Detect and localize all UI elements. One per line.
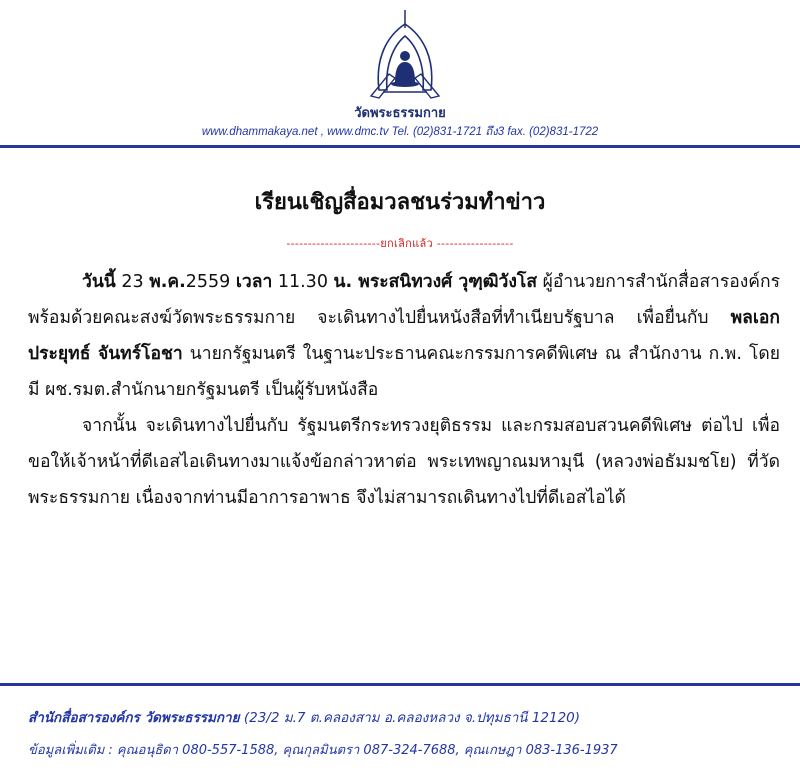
page-title: เรียนเชิญสื่อมวลชนร่วมทำข่าว — [254, 190, 546, 215]
text-span: นายกรัฐมนตรี ในฐานะประธานคณะกรรมการคดีพิเศษ ณ สำนักงาน ก.พ. โดยมี ผช.รมต.สำนักนายกรัฐมนตรี เป็นผู้รับหนังสือ — [28, 344, 780, 400]
announcement-body — [28, 264, 780, 516]
text-span: 23 — [115, 272, 150, 292]
contact-info: www.dhammakaya.net , www.dmc.tv Tel. (02)831-1721 ถึง3 fax. (02)831-1722 — [201, 126, 599, 138]
prime-minister-name: พลเอก ประยุทธ์ จันทร์โอชา — [28, 308, 780, 364]
footer-office — [28, 706, 788, 728]
text-span: 11.30 — [272, 272, 334, 292]
date-label: วันนี้ — [82, 272, 116, 292]
paragraph-2: จากนั้น จะเดินทางไปยื่นกับ รัฐมนตรีกระทรวงยุติธรรม และกรมสอบสวนคดีพิเศษ ต่อไป เพื่อขอให้เจ้าหน้าที่ดีเอสไอเดินทางมาแจ้งข้อกล่าวหาต่อ พระเทพญาณมหามุนี (หลวงพ่อธัมมชโย) ที่วัดพระธรรมกาย เนื่องจากท่านมีอาการอาพาธ จึงไม่สามารถเดินทางไปที่ดีเอสไอได้ — [28, 416, 780, 508]
monk-name: น. พระสนิทวงศ์ วุฑฺฒิวังโส — [333, 272, 538, 292]
office-address: (23/2 ม.7 ต.คลองสาม อ.คลองหลวง จ.ปทุมธานี 12120) — [239, 710, 581, 726]
cancelled-notice: ----------------------ยกเลิกแล้ว ------------------ — [286, 237, 514, 250]
header-divider — [0, 145, 800, 148]
text-span: 2559 — [185, 272, 236, 292]
temple-dhammakaya-logo-icon — [365, 6, 445, 106]
paragraph-1 — [28, 264, 780, 408]
text-span: ผู้อำนวยการสำนักสื่อสารองค์กร พร้อมด้วยคณะสงฆ์วัดพระธรรมกาย จะเดินทางไปยื่นหนังสือที่ทำเนียบรัฐบาล เพื่อยื่นกับ — [28, 272, 780, 328]
time-label: เวลา — [235, 272, 273, 292]
footer-divider — [0, 683, 800, 686]
office-name: สำนักสื่อสารองค์กร วัดพระธรรมกาย — [28, 710, 240, 726]
footer-contact-info: ข้อมูลเพิ่มเติม : คุณอนุธิดา 080-557-1588, คุณกุลมินตรา 087-324-7688, คุณเกษฎา 083-136-1937 — [28, 743, 618, 758]
month-label: พ.ค. — [149, 272, 186, 292]
org-name: วัดพระธรรมกาย — [354, 106, 446, 121]
